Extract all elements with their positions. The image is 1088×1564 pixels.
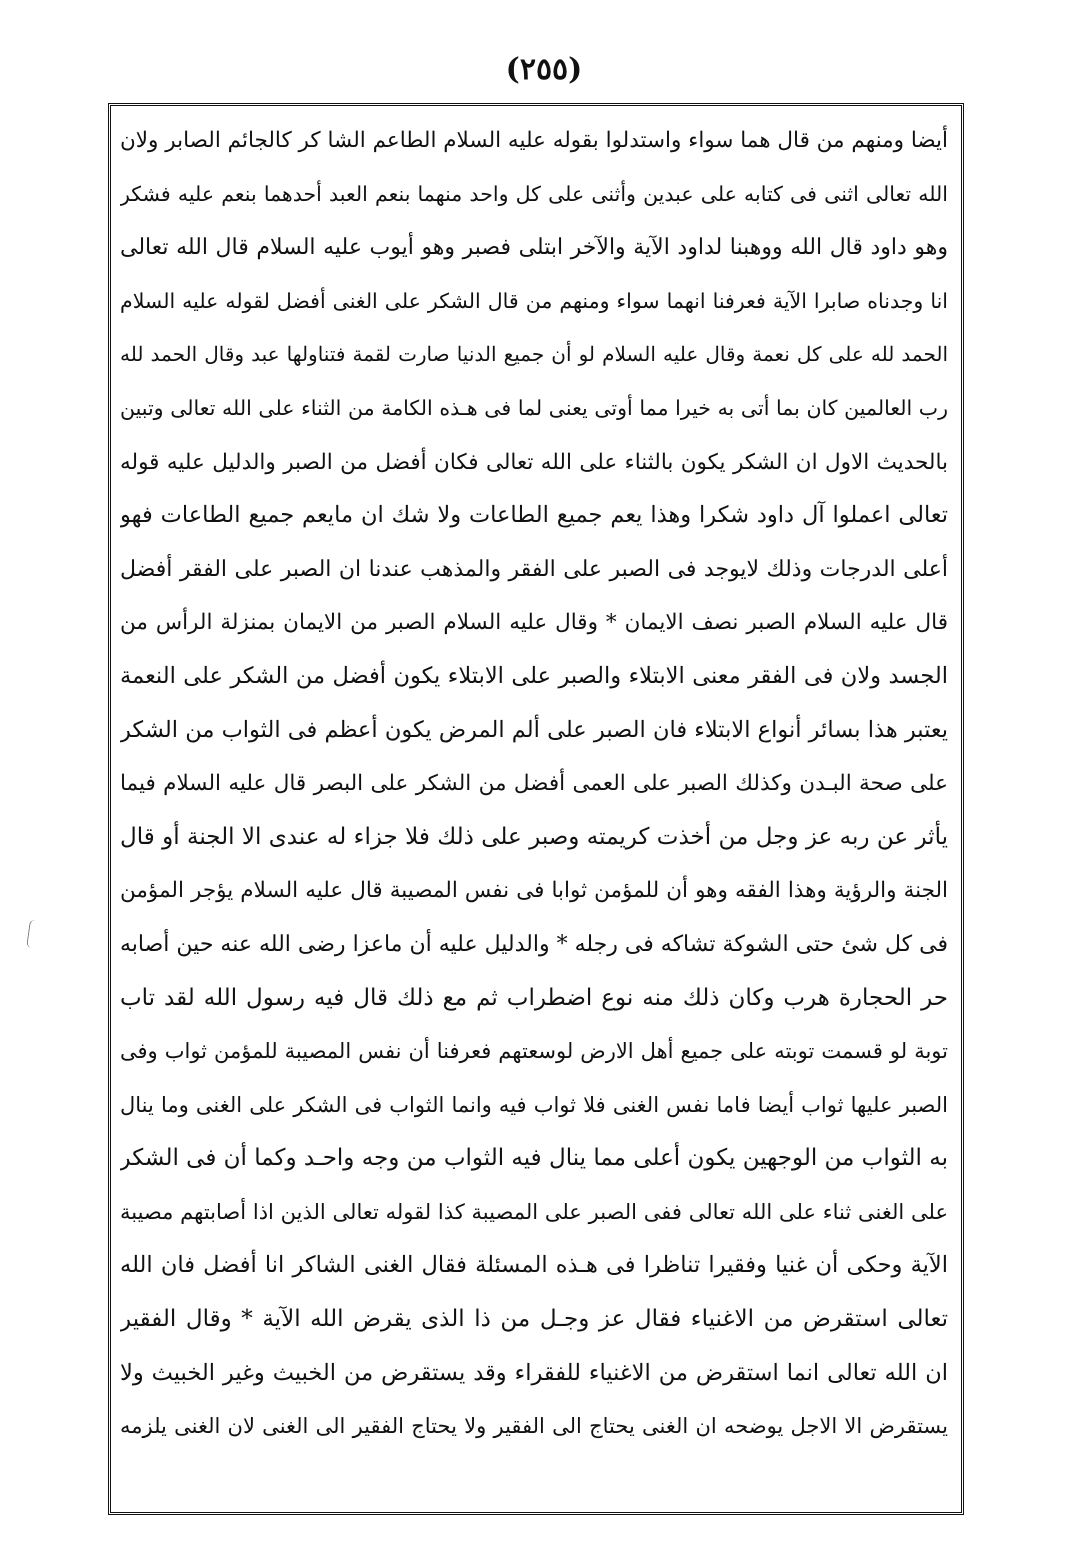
text-line: بالحديث الاول ان الشكر يكون بالثناء على الله تعالى فكان أفضل من الصبر والدليل عليه قوله	[120, 449, 948, 475]
text-line: الجنة والرؤية وهذا الفقه وهو أن للمؤمن ثوابا فى نفس المصيبة قال عليه السلام يؤجر المؤمن	[120, 878, 948, 904]
text-line: الله تعالى اثنى فى كتابه على عبدين وأثنى على كل واحد منهما بنعم العبد أحدهما بنعم عليه فشكر	[120, 181, 948, 206]
text-line: ان الله تعالى انما استقرض من الاغنياء للفقراء وقد يستقرض من الخبيث وغير الخبيث ولا	[120, 1359, 948, 1386]
text-line: الآية وحكى أن غنيا وفقيرا تناظرا فى هـذه المسئلة فقال الغنى الشاكر انا أفضل فان الله	[120, 1252, 948, 1279]
text-line: رب العالمين كان بما أتى به خيرا مما أوتى يعنى لما فى هـذه الكامة من الثناء على الله تعالى وتبين	[120, 395, 948, 420]
text-line: به الثواب من الوجهين يكون أعلى مما ينال فيه الثواب من وجه واحـد وكما أن فى الشكر	[120, 1145, 948, 1172]
text-line: حر الحجارة هرب وكان ذلك منه نوع اضطراب ثم مع ذلك قال فيه رسول الله لقد تاب	[120, 984, 948, 1011]
text-line: أيضا ومنهم من قال هما سواء واستدلوا بقوله عليه السلام الطاعم الشا كر كالجائم الصابر ولان	[120, 128, 948, 153]
text-line: على صحة البـدن وكذلك الصبر على العمى أفضل من الشكر على البصر قال عليه السلام فيما	[120, 771, 948, 797]
page-number: (٢٥٥)	[505, 52, 583, 87]
text-line: تعالى اعملوا آل داود شكرا وهذا يعم جميع الطاعات ولا شك ان مايعم جميع الطاعات فهو	[120, 502, 948, 529]
text-line: على الغنى ثناء على الله تعالى ففى الصبر على المصيبة كذا لقوله تعالى الذين اذا أصابتهم مصيبة	[120, 1199, 948, 1224]
body-text	[120, 114, 948, 1454]
text-line: يأثر عن ربه عز وجل من أخذت كريمته وصبر على ذلك فلا جزاء له عندى الا الجنة أو قال	[120, 823, 948, 850]
text-line: يعتبر هذا بسائر أنواع الابتلاء فان الصبر على ألم المرض يكون أعظم فى الثواب من الشكر	[120, 716, 948, 743]
text-line: أعلى الدرجات وذلك لايوجد فى الصبر على الفقر والمذهب عندنا ان الصبر على الفقر أفضل	[120, 556, 948, 582]
text-line: الصبر عليها ثواب أيضا فاما نفس الغنى فلا ثواب فيه وانما الثواب فى الشكر على الغنى وما ينال	[120, 1092, 948, 1117]
text-line: يستقرض الا الاجل يوضحه ان الغنى يحتاج الى الفقير ولا يحتاج الفقير الى الغنى لان الغنى يلزمه	[120, 1414, 948, 1439]
text-line: انا وجدناه صابرا الآية فعرفنا انهما سواء ومنهم من قال الشكر على الغنى أفضل لقوله عليه السلام	[120, 288, 948, 313]
text-line: قال عليه السلام الصبر نصف الايمان * وقال عليه السلام الصبر من الايمان بمنزلة الرأس من	[120, 610, 948, 636]
text-line: الحمد لله على كل نعمة وقال عليه السلام لو أن جميع الدنيا صارت لقمة فتناولها عبد وقال الحمد لله	[120, 342, 948, 367]
text-line: توبة لو قسمت توبته على جميع أهل الارض لوسعتهم فعرفنا أن نفس المصيبة للمؤمن ثواب وفى	[120, 1039, 948, 1064]
margin-scan-mark	[26, 919, 41, 948]
text-line: الجسد ولان فى الفقر معنى الابتلاء والصبر على الابتلاء يكون أفضل من الشكر على النعمة	[120, 662, 948, 689]
text-line: فى كل شئ حتى الشوكة تشاكه فى رجله * والدليل عليه أن ماعزا رضى الله عنه حين أصابه	[120, 931, 948, 957]
text-line: تعالى استقرض من الاغنياء فقال عز وجـل من ذا الذى يقرض الله الآية * وقال الفقير	[120, 1306, 948, 1333]
text-line: وهو داود قال الله ووهبنا لداود الآية والآخر ابتلى فصبر وهو أيوب عليه السلام قال الله تعالى	[120, 235, 948, 261]
